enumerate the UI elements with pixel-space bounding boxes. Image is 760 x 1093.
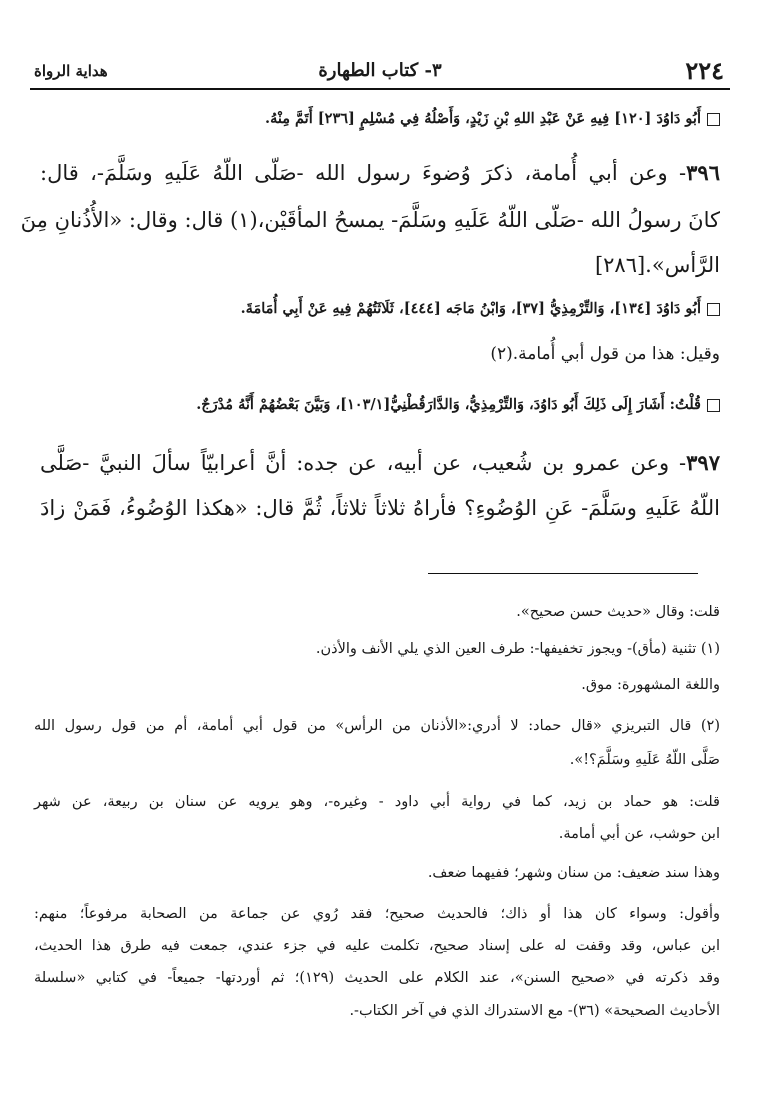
footnote-2-discussion-line-4: الأحاديث الصحيحة» (٣٦)- مع الاستدراك الذي في آخر الكتاب-. xyxy=(349,1003,720,1019)
qiil-line: وقيل: هذا من قول أبي أُمامة.(٢) xyxy=(490,344,720,364)
hadith-number: ٣٩٦ xyxy=(686,160,720,185)
footnote-2-discussion-line-1: وأقول: وسواء كان هذا أو ذاك؛ فالحديث صحيح؛ فقد رُوي عن جماعة من الصحابة مرفوعاً؛ منهم: xyxy=(34,906,720,922)
hadith-number: ٣٩٧ xyxy=(686,450,720,475)
source-line-1: أَبُو دَاوُدَ [١٢٠] فِيهِ عَنْ عَبْدِ اللهِ بْنِ زَيْدٍ، وَأَصْلُهُ فِي مُسْلِمٍ [٢٣٦] أَتَمَّ مِنْهُ. xyxy=(40,110,720,127)
footnote-2-discussion-line-3: وقد ذكرته في «صحيح السنن»، عند الكلام على الحديث (١٢٩)؛ ثم أوردتها- جميعاً- في كتابي «سلسلة xyxy=(34,970,720,986)
hadith-397-line-1: ٣٩٧- وعن عمرو بن شُعيب، عن أبيه، عن جده: أنَّ أعرابيّاً سألَ النبيَّ -صَلَّى xyxy=(40,450,720,475)
qultu-line: قُلْتُ: أَشَارَ إِلَى ذَلِكَ أَبُو دَاوُدَ، وَالتِّرْمِذِيُّ، وَالدَّارَقُطْنِيُّ[١٠٣/١]، وَبَيَّنَ بَعْضُهُمْ أَنَّهُ مُدْرَجٌ. xyxy=(40,396,720,413)
square-bullet-icon xyxy=(707,303,720,316)
chapter-title: ٣- كتاب الطهارة xyxy=(318,60,442,81)
book-title: هداية الرواة xyxy=(34,62,108,80)
source-line-2: أَبُو دَاوُدَ [١٣٤]، وَالتِّرْمِذِيُّ [٣٧]، وَابْنُ مَاجَه [٤٤٤]، ثَلَاثَتُهُمْ فِيهِ عَنْ أَبِي أُمَامَةَ. xyxy=(40,300,720,317)
footnote-2-comment-line-2: ابن حوشب، عن أبي أمامة. xyxy=(558,826,720,842)
square-bullet-icon xyxy=(707,399,720,412)
footnote-divider xyxy=(428,573,698,574)
footnote-1-continued: واللغة المشهورة: موق. xyxy=(581,677,720,693)
footnote-2-line-1: (٢) قال التبريزي «قال حماد: لا أدري:«الأذنان من الرأس» من قول أبي أمامة، أم من قول رسول الله xyxy=(34,718,720,734)
footnote-2-comment-line-1: قلت: هو حماد بن زيد، كما في رواية أبي داود - وغيره-، وهو يرويه عن سنان بن ربيعة، عن شهر xyxy=(34,794,720,810)
hadith-397-line-2: اللّهُ عَلَيهِ وسَلَّمَ- عَنِ الوُضُوءِ؟ فأراهُ ثلاثاً ثلاثاً، ثُمَّ قال: «هكذا الوُضُوءُ، فَمَنْ زادَ xyxy=(40,496,720,520)
page-number: ٢٢٤ xyxy=(685,56,724,85)
hadith-396-line-1: ٣٩٦- وعن أبي أُمامة، ذكرَ وُضوءَ رسول الله -صَلّى اللّهُ عَلَيهِ وسَلَّمَ-، قال: xyxy=(40,160,720,185)
square-bullet-icon xyxy=(707,113,720,126)
hadith-396-line-3: الرَّأس».[٢٨٦] xyxy=(594,253,720,277)
page-header xyxy=(30,58,730,90)
footnote-note: قلت: وقال «حديث حسن صحيح». xyxy=(516,604,720,620)
footnote-1: (١) تثنية (مأق)- ويجوز تخفيفها-: طرف العين الذي يلي الأنف والأذن. xyxy=(315,641,720,657)
hadith-396-line-2: كانَ رسولُ الله -صَلّى اللّهُ عَلَيهِ وسَلَّمَ- يمسحُ المأقَيْن،(١) قال: وقال: «الأُذُنانِ مِنَ xyxy=(20,208,720,232)
footnote-2-discussion-line-2: ابن عباس، وقد وقفت له على إسناد صحيح، تكلمت عليه في جزء عندي، جمعت فيه طرق هذا الحديث، xyxy=(34,938,720,954)
footnote-2-line-2: صَلَّى اللّهُ عَلَيهِ وسَلَّمَ؟!». xyxy=(569,752,720,768)
footnote-2-weakness: وهذا سند ضعيف: من سنان وشهر؛ ففيهما ضعف. xyxy=(427,865,720,881)
